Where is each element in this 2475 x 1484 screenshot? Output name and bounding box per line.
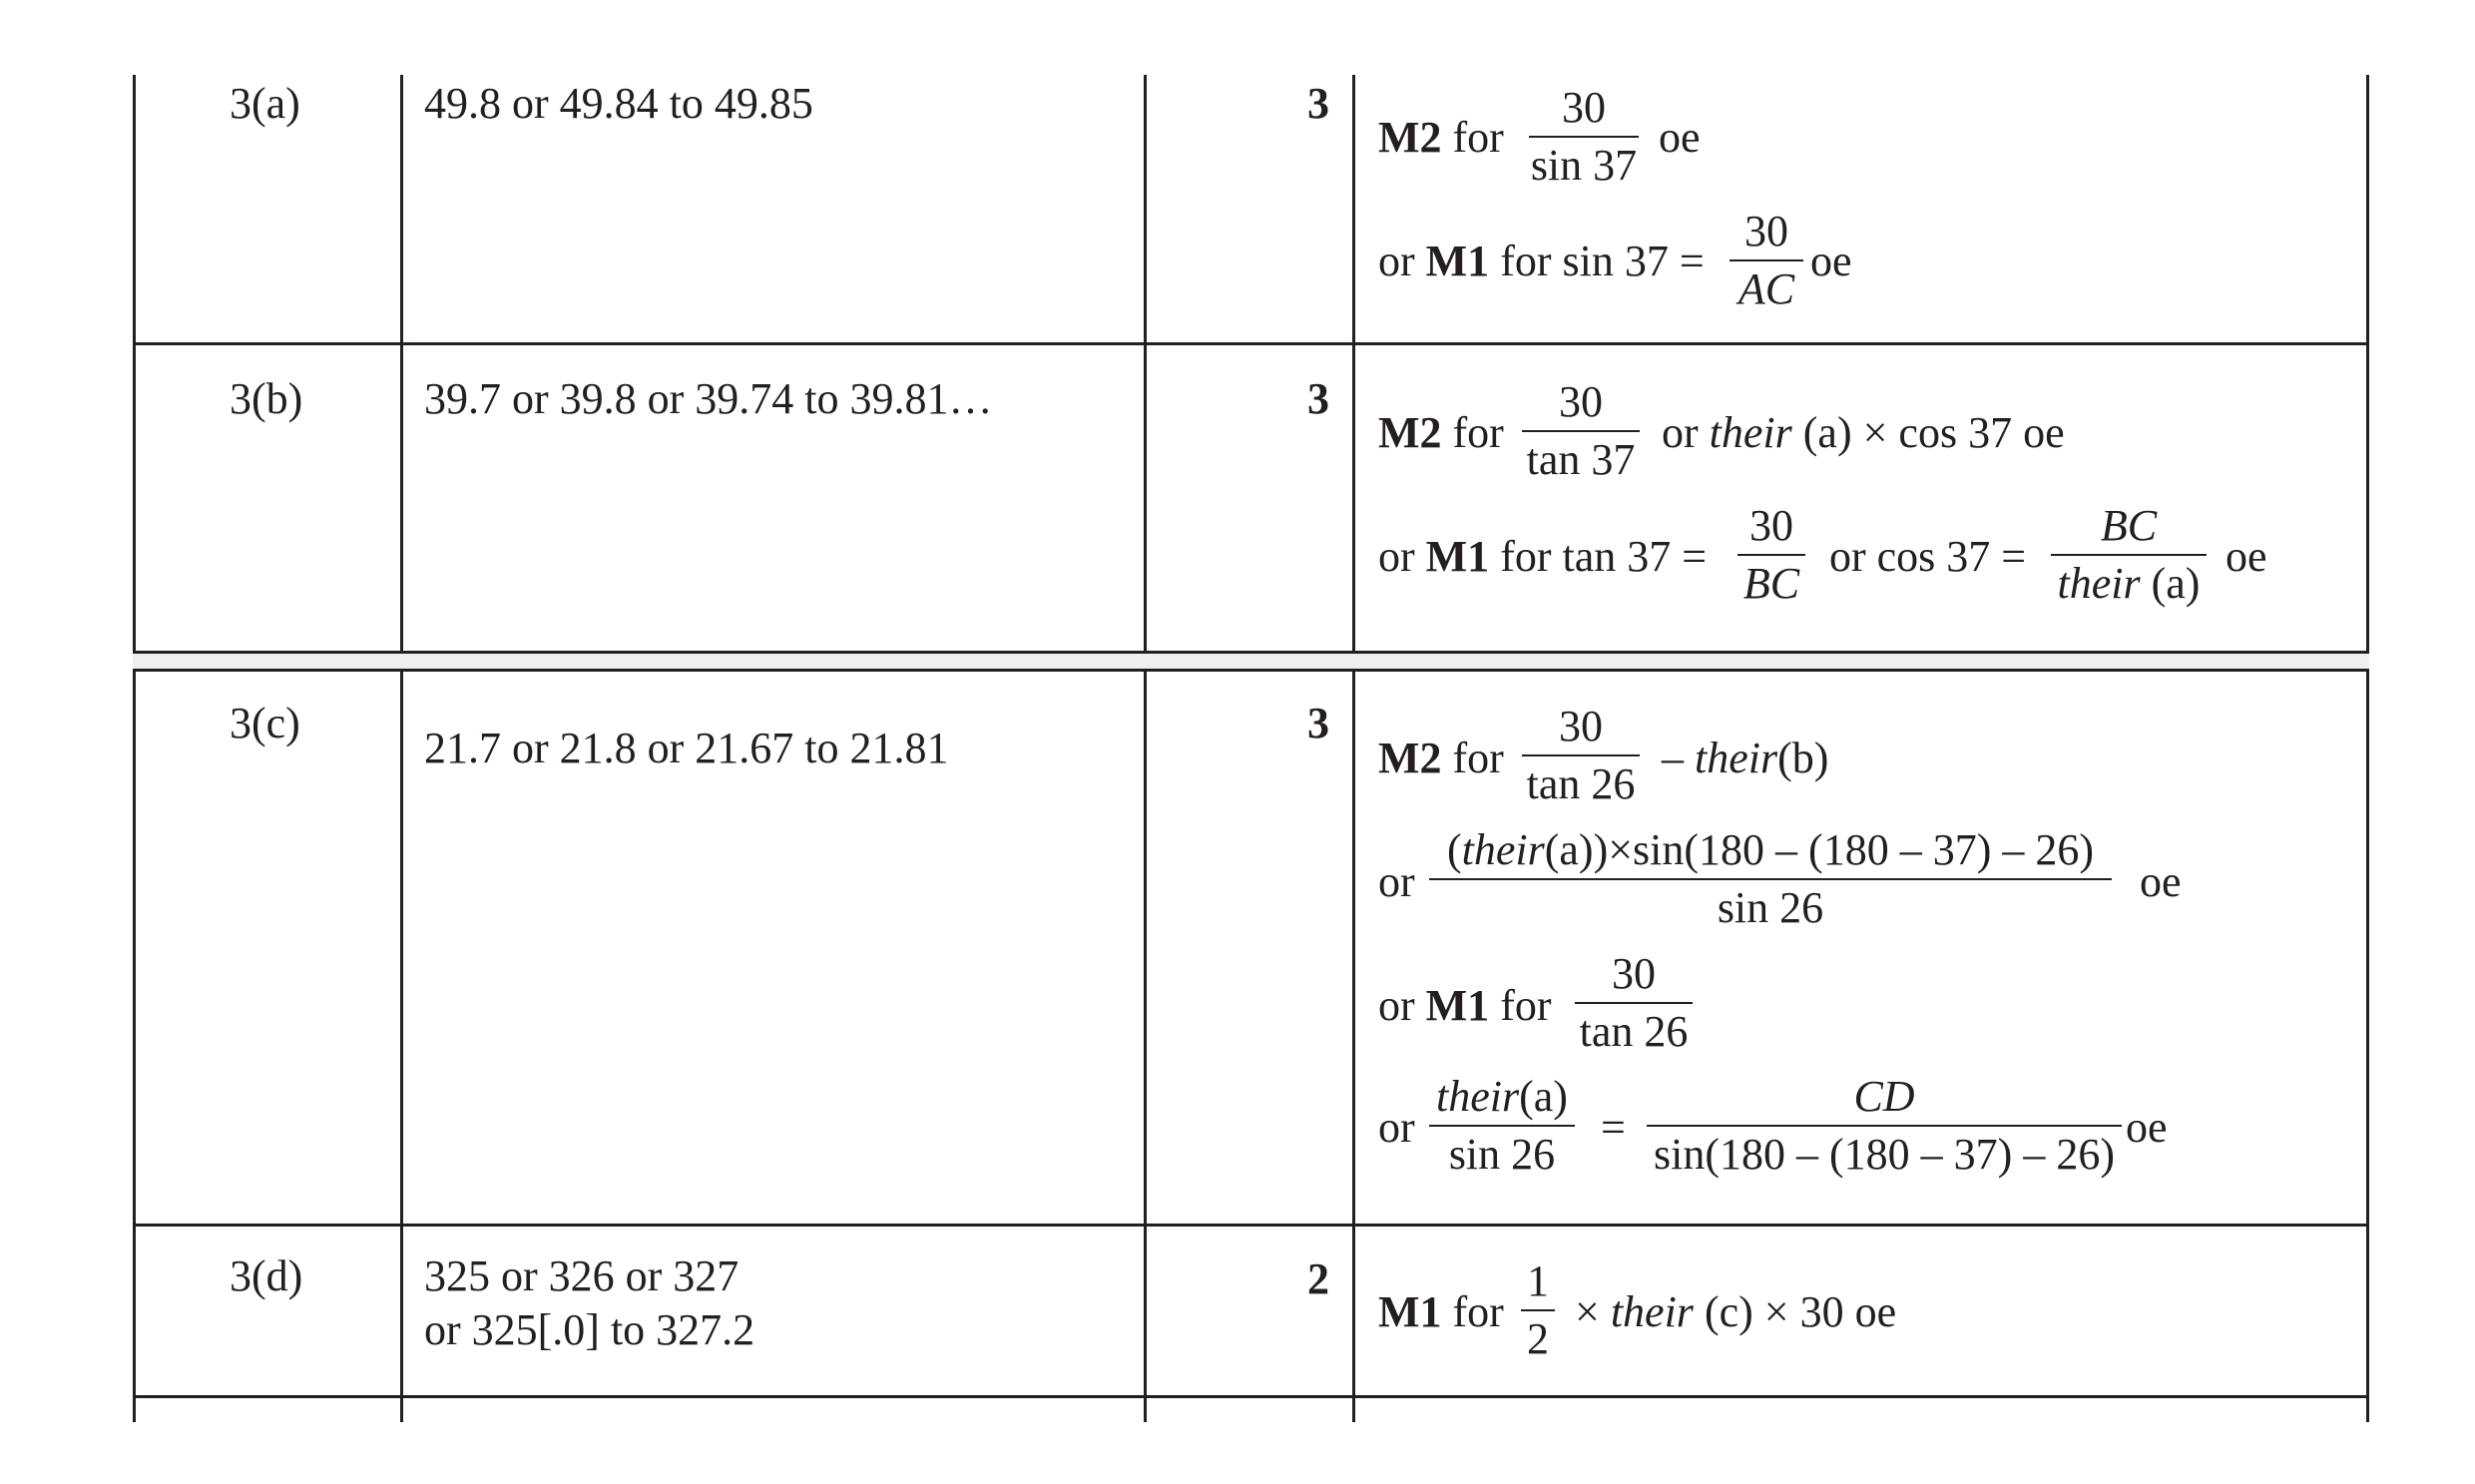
fraction <box>1737 501 1805 608</box>
guidance-text: for <box>1441 408 1504 457</box>
marks-cell: 3 <box>1307 79 1329 128</box>
answer-cell: 21.7 or 21.8 or 21.67 to 21.81 <box>424 724 949 772</box>
fraction-denominator: sin 26 <box>1448 1130 1556 1179</box>
question-number: 3(c) <box>230 699 300 747</box>
fraction-denominator: tan 37 <box>1526 435 1636 484</box>
guidance-text: for sin 37 = <box>1489 237 1705 285</box>
fraction <box>1647 1072 2122 1179</box>
question-number: 3(a) <box>230 79 300 128</box>
guidance-text: for tan 37 = <box>1489 532 1708 581</box>
mark-code: M2 <box>1378 734 1442 782</box>
fraction-numerator: 30 <box>1562 83 1606 132</box>
guidance-line <box>1378 734 1504 782</box>
table-border-right <box>2366 75 2369 1422</box>
mark-code: M1 <box>1425 237 1490 285</box>
fraction <box>2051 501 2207 608</box>
fraction-numerator: 30 <box>1559 377 1603 426</box>
guidance-text: oe <box>2140 857 2182 906</box>
fraction-numerator: (their(a))×sin(180 – (180 – 37) – 26) <box>1446 825 2095 874</box>
guidance-line <box>1378 113 1504 162</box>
fraction-numerator: CD <box>1853 1072 1915 1121</box>
mark-code: M1 <box>1425 981 1490 1030</box>
guidance-text: oe <box>1659 113 1701 162</box>
guidance-text: for <box>1441 734 1504 782</box>
mark-code: M2 <box>1378 113 1442 162</box>
fraction-denominator: sin 37 <box>1530 141 1638 190</box>
guidance-line <box>1378 981 1552 1030</box>
answer-cell: 49.8 or 49.84 to 49.85 <box>424 79 813 128</box>
fraction-denominator: AC <box>1737 264 1795 313</box>
row-divider-band <box>133 653 2369 669</box>
fraction-numerator: 30 <box>1612 949 1656 998</box>
mark-code: M1 <box>1378 1287 1442 1336</box>
column-divider-marks <box>1352 75 1355 1422</box>
guidance-text: or <box>1378 237 1426 285</box>
column-divider-question <box>400 75 403 1422</box>
guidance-text: or their (a) × cos 37 oe <box>1662 408 2065 457</box>
answer-cell: 39.7 or 39.8 or 39.74 to 39.81… <box>424 374 993 423</box>
guidance-text: – their(b) <box>1662 734 1829 782</box>
guidance-text: oe <box>2126 1103 2168 1152</box>
table-border-left <box>133 75 136 1422</box>
fraction <box>1529 83 1639 190</box>
guidance-text: for <box>1441 1287 1504 1336</box>
fraction <box>1522 377 1640 484</box>
guidance-text: × their (c) × 30 oe <box>1575 1287 1897 1336</box>
guidance-line <box>1378 1287 1504 1336</box>
fraction-denominator: tan 26 <box>1579 1007 1689 1056</box>
mark-code: M1 <box>1425 532 1490 581</box>
question-number: 3(b) <box>230 374 303 423</box>
guidance-text: for <box>1489 981 1552 1030</box>
guidance-text: or <box>1378 1103 1415 1152</box>
answer-cell: or 325[.0] to 327.2 <box>424 1305 755 1354</box>
marks-cell: 2 <box>1307 1254 1329 1303</box>
fraction-numerator: 30 <box>1559 702 1603 750</box>
equals-sign: = <box>1601 1103 1626 1152</box>
marks-cell: 3 <box>1307 699 1329 747</box>
question-number: 3(d) <box>230 1251 303 1300</box>
guidance-line <box>1378 237 1705 285</box>
guidance-line <box>1378 408 1504 457</box>
fraction <box>1429 825 2112 932</box>
fraction-denominator: sin(180 – (180 – 37) – 26) <box>1654 1130 2115 1179</box>
guidance-text: or <box>1378 981 1426 1030</box>
fraction <box>1522 702 1640 808</box>
fraction-numerator: 1 <box>1527 1256 1549 1305</box>
fraction-denominator: sin 26 <box>1717 883 1824 932</box>
guidance-text: or <box>1378 857 1415 906</box>
fraction-numerator: BC <box>2100 501 2158 550</box>
fraction <box>1429 1072 1575 1179</box>
column-divider-answer <box>1144 75 1147 1422</box>
fraction <box>1575 949 1693 1056</box>
fraction <box>1730 207 1803 313</box>
fraction-numerator: 30 <box>1744 207 1788 255</box>
row-divider <box>133 1224 2369 1227</box>
answer-cell: 325 or 326 or 327 <box>424 1251 740 1300</box>
row-divider <box>133 342 2369 345</box>
fraction-denominator: their (a) <box>2057 559 2201 608</box>
marks-cell: 3 <box>1307 374 1329 423</box>
mark-code: M2 <box>1378 408 1442 457</box>
row-divider <box>133 669 2369 672</box>
guidance-text: or cos 37 = <box>1829 532 2027 581</box>
guidance-line <box>1378 532 1708 581</box>
guidance-text: for <box>1441 113 1504 162</box>
fraction-denominator: tan 26 <box>1526 759 1636 808</box>
fraction-denominator: 2 <box>1527 1314 1549 1363</box>
row-divider <box>133 1395 2369 1398</box>
fraction <box>1521 1256 1555 1363</box>
fraction-numerator: 30 <box>1749 501 1793 550</box>
guidance-text: oe <box>1810 237 1852 285</box>
fraction-numerator: their(a) <box>1436 1072 1568 1121</box>
fraction-denominator: BC <box>1742 559 1800 608</box>
guidance-text: oe <box>2226 532 2267 581</box>
guidance-text: or <box>1378 532 1426 581</box>
row-divider <box>133 651 2369 654</box>
